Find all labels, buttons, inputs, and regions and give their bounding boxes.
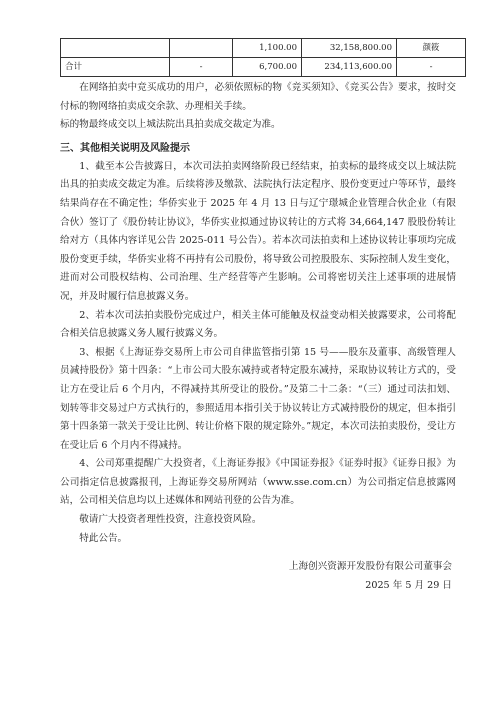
table-cell: 234,113,600.00 xyxy=(302,58,397,77)
table-row xyxy=(61,39,466,58)
table-cell: 6,700.00 xyxy=(233,58,302,77)
table-row-total xyxy=(61,58,466,77)
table-cell: 32,158,800.00 xyxy=(302,39,397,58)
risk-paragraph-2: 2、若本次司法拍卖股份完成过户，相关主体可能触及权益变动相关披露要求，公司将配合相关信息披露义务人履行披露义务。 xyxy=(60,309,456,340)
risk-paragraph-4: 4、公司郑重提醒广大投资者，《上海证券报》《中国证券报》《证券时报》《证券日报》为公司指定信息披露报刊，上海证券交易所网站（www.sse.com.cn）为公司指定信息披露网站，公司相关信息均以上述媒体和网站刊登的公告为准。 xyxy=(60,458,456,507)
table-cell: - xyxy=(397,58,466,77)
caution-line: 敬请广大投资者理性投资，注意投资风险。 xyxy=(79,514,262,526)
table-cell: 1,100.00 xyxy=(233,39,302,58)
table-cell: 颜筱 xyxy=(397,39,466,58)
table-cell: 合计 xyxy=(61,58,170,77)
table-cell xyxy=(61,39,170,58)
table-cell xyxy=(170,39,233,58)
intro-paragraph: 标的物最终成交以上城法院出具拍卖成交裁定为准。 xyxy=(60,119,281,131)
signature-company: 上海创兴资源开发股份有限公司董事会 xyxy=(288,561,452,573)
closing-line: 特此公告。 xyxy=(79,532,128,544)
table-cell: - xyxy=(170,58,233,77)
auction-result-table xyxy=(60,38,466,77)
section-heading: 三、其他相关说明及风险提示 xyxy=(60,142,190,154)
intro-paragraph: 在网络拍卖中竞买成功的用户，必须依照标的物《竞买须知》、《竞买公告》要求，按时交付标的物网络拍卖成交余款、办理相关手续。 xyxy=(60,82,456,112)
risk-paragraph-1: 1、截至本公告披露日，本次司法拍卖网络阶段已经结束，拍卖标的最终成交以上城法院出具的拍卖成交裁定为准。后续将涉及缴款、法院执行法定程序、股份变更过户等环节，最终结果尚存在不确定性；华侨实业于 2025 年 4 月 13 日与辽宁璟城企业管理合伙企业（有限合伙）签订了《股份转让协议》，华侨实业拟通过协议转让的方式将 34,664,147 股股份转让给对方（具体内容详见公告 2025-011 号公告）。若本次司法拍卖和上述协议转让事项均完成股份变更手续，华侨实业将不再持有公司股份，将导致公司控股股东、实际控制人发生变化，进而对公司股权结构、公司治理、生产经营等产生影响。公司将密切关注上述事项的进展情况，并及时履行信息披露义务。 xyxy=(60,160,456,302)
signature-date: 2025 年 5 月 29 日 xyxy=(365,579,452,591)
risk-paragraph-3: 3、根据《上海证券交易所上市公司自律监管指引第 15 号——股东及董事、高级管理人员减持股份》第十四条：“上市公司大股东减持或者特定股东减持，采取协议转让方式的，受让方在受让后 6 个月内，不得减持其所受让的股份。”及第二十二条：“（三）通过司法扣划、划转等非交易过户方式执行的，参照适用本指引关于协议转让方式减持股份的规定，但本指引第十四条第一款关于受让比例、转让价格下限的规定除外。”规定，本次司法拍卖股份，受让方在受让后 6 个月内不得减持。 xyxy=(60,346,456,451)
